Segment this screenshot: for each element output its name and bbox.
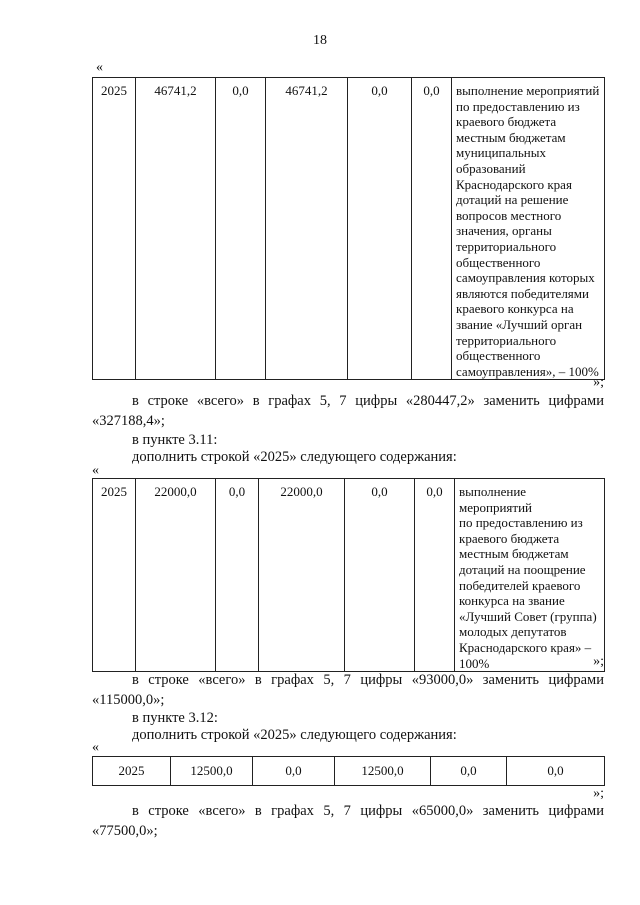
description-line: краевого бюджета bbox=[456, 114, 557, 130]
paragraph-line: «77500,0»; bbox=[92, 823, 158, 839]
paragraph-line: «327188,4»; bbox=[92, 413, 165, 429]
description-line: вопросов местного bbox=[456, 207, 562, 223]
cell-federal: 0,0 bbox=[216, 78, 266, 380]
description-line: краевого бюджета bbox=[459, 530, 560, 546]
description-line: Краснодарского края» – bbox=[459, 639, 592, 655]
cell-local: 0,0 bbox=[345, 479, 415, 672]
cell-federal: 0,0 bbox=[253, 757, 335, 786]
cell-total: 12500,0 bbox=[171, 757, 253, 786]
description-line: муниципальных bbox=[456, 145, 547, 161]
paragraph-line: в строке «всего» в графах 5, 7 цифры «280447,2» заменить цифрами bbox=[132, 393, 604, 409]
description-line: 100% bbox=[459, 655, 490, 671]
cell-description bbox=[455, 479, 605, 672]
add-row-instruction-3-12: дополнить строкой «2025» следующего содержания: bbox=[132, 727, 457, 743]
opening-quote: « bbox=[92, 463, 99, 478]
description-line: выполнение мероприятий bbox=[459, 484, 532, 515]
description-line: значения, органы bbox=[456, 223, 552, 239]
paragraph-line: в строке «всего» в графах 5, 7 цифры «93000,0» заменить цифрами bbox=[132, 672, 604, 688]
description-line: местным бюджетам bbox=[456, 129, 566, 145]
closing-quote: »; bbox=[593, 786, 604, 801]
description-line: образований bbox=[456, 160, 526, 176]
replace-total-paragraph-1 bbox=[92, 391, 604, 431]
description-line: конкурса на звание bbox=[459, 593, 565, 609]
add-row-instruction-3-11: дополнить строкой «2025» следующего содержания: bbox=[132, 449, 457, 465]
paragraph-line: «115000,0»; bbox=[92, 692, 165, 708]
cell-regional: 12500,0 bbox=[335, 757, 431, 786]
description-line: Краснодарского края bbox=[456, 176, 572, 192]
description-line: местным бюджетам bbox=[459, 546, 569, 562]
cell-extrabudget: 0,0 bbox=[415, 479, 455, 672]
replace-total-paragraph-2 bbox=[92, 670, 604, 710]
description-line: по предоставлению из bbox=[456, 98, 580, 114]
table-row bbox=[93, 757, 605, 786]
paragraph-line: в строке «всего» в графах 5, 7 цифры «65000,0» заменить цифрами bbox=[132, 803, 604, 819]
table-row bbox=[93, 78, 605, 380]
description-line: территориального bbox=[456, 238, 557, 254]
description-line: дотаций на решение bbox=[456, 192, 569, 208]
cell-description bbox=[452, 78, 605, 380]
cell-year: 2025 bbox=[93, 479, 136, 672]
point-3-11-heading: в пункте 3.11: bbox=[132, 432, 218, 448]
description-line: территориального bbox=[456, 332, 557, 348]
cell-extrabudget: 0,0 bbox=[507, 757, 605, 786]
cell-extrabudget: 0,0 bbox=[412, 78, 452, 380]
cell-total: 22000,0 bbox=[136, 479, 216, 672]
description-line: дотаций на поощрение bbox=[459, 561, 586, 577]
description-line: самоуправления которых bbox=[456, 270, 595, 286]
row-2025-table-2 bbox=[92, 478, 605, 672]
description-line: «Лучший Совет (группа) bbox=[459, 608, 597, 624]
cell-total: 46741,2 bbox=[136, 78, 216, 380]
description-line: звание «Лучший орган bbox=[456, 316, 583, 332]
description-line: самоуправления», – 100% bbox=[456, 363, 599, 379]
closing-quote: »; bbox=[593, 375, 604, 390]
description-line: краевого конкурса на bbox=[456, 301, 574, 317]
point-3-12-heading: в пункте 3.12: bbox=[132, 710, 218, 726]
cell-regional: 46741,2 bbox=[266, 78, 348, 380]
description-line: победителей краевого bbox=[459, 577, 581, 593]
closing-quote: »; bbox=[593, 654, 604, 669]
cell-regional: 22000,0 bbox=[259, 479, 345, 672]
description-line: молодых депутатов bbox=[459, 624, 567, 640]
replace-total-paragraph-3 bbox=[92, 801, 604, 841]
cell-year: 2025 bbox=[93, 757, 171, 786]
description-line: общественного bbox=[456, 348, 541, 364]
table-row bbox=[93, 479, 605, 672]
description-line: общественного bbox=[456, 254, 541, 270]
page-number: 18 bbox=[313, 33, 327, 48]
cell-local: 0,0 bbox=[348, 78, 412, 380]
opening-quote: « bbox=[96, 60, 103, 75]
description-line: выполнение мероприятий bbox=[456, 83, 600, 98]
row-2025-table-1 bbox=[92, 77, 605, 380]
description-line: являются победителями bbox=[456, 285, 589, 301]
cell-local: 0,0 bbox=[431, 757, 507, 786]
cell-federal: 0,0 bbox=[216, 479, 259, 672]
opening-quote: « bbox=[92, 740, 99, 755]
row-2025-table-3 bbox=[92, 756, 605, 786]
cell-year: 2025 bbox=[93, 78, 136, 380]
description-line: по предоставлению из bbox=[459, 515, 583, 531]
